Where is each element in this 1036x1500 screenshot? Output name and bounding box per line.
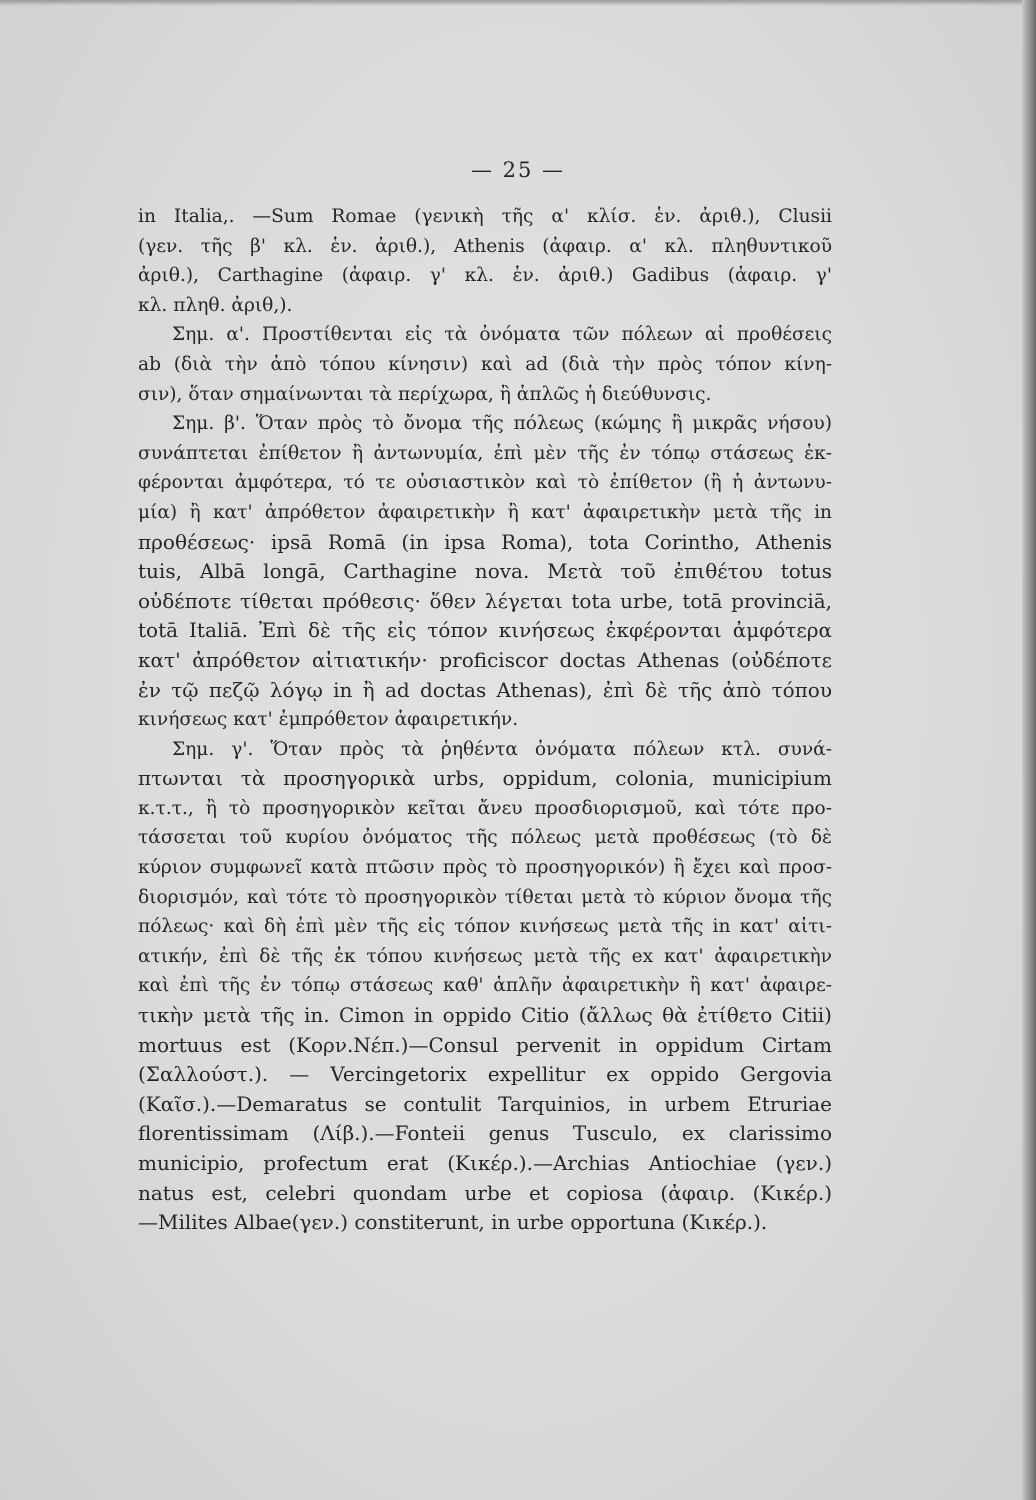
text-line: τικὴν μετὰ τῆς in. Cimon in oppido Citio (ἄλλως θὰ ἐτίθετο Citii) <box>138 1003 832 1028</box>
text-line: mortuus est (Κορν.Νέπ.)—Consul pervenit in oppidum Cirtam <box>138 1032 832 1057</box>
text-line: Σημ. α'. Προστίθενται εἰς τὰ ὀνόματα τῶν πόλεων αἱ προθέσεις <box>172 324 832 346</box>
text-line: totā Italiā. Ἐπὶ δὲ τῆς εἰς τόπον κινήσεως ἐκφέρονται ἀμφότερα <box>138 618 832 643</box>
body-text <box>138 202 832 1238</box>
text-line: in Italia,. —Sum Romae (γενικὴ τῆς α' κλίσ. ἑν. ἀριθ.), Clusii <box>138 206 832 227</box>
text-line: κατ' ἀπρόθετον αἰτιατικήν· proficiscor doctas Athenas (οὐδέποτε <box>138 647 832 672</box>
page-number: — 25 — <box>470 158 566 182</box>
text-line: ατικήν, ἐπὶ δὲ τῆς ἐκ τόπου κινήσεως μετὰ τῆς ex κατ' ἀφαιρετικὴν <box>138 945 832 967</box>
text-line: Σημ. γ'. Ὅταν πρὸς τὰ ῥηθέντα ὀνόματα πόλεων κτλ. συνά- <box>172 738 832 760</box>
text-line: πτωνται τὰ προσηγορικὰ urbs, oppidum, colonia, municipium <box>138 766 832 791</box>
text-line: tuis, Albā longā, Carthagine nova. Μετὰ τοῦ ἐπιθέτου totus <box>138 559 832 584</box>
text-line: πόλεως· καὶ δὴ ἐπὶ μὲν τῆς εἰς τόπον κινήσεως μετὰ τῆς in κατ' αἰτι- <box>138 916 832 938</box>
text-line: φέρονται ἀμφότερα, τό τε οὐσιαστικὸν καὶ τὸ ἐπίθετον (ἢ ἡ ἀντωνυ- <box>138 472 832 494</box>
text-line: μία) ἢ κατ' ἀπρόθετον ἀφαιρετικὴν ἢ κατ' ἀφαιρετικὴν μετὰ τῆς in <box>138 501 832 523</box>
text-line: διορισμόν, καὶ τότε τὸ προσηγορικὸν τίθεται μετὰ τὸ κύριον ὄνομα τῆς <box>138 886 832 908</box>
text-line: municipio, profectum erat (Κικέρ.).—Archias Antiochiae (γεν.) <box>138 1151 832 1175</box>
text-line: —Milites Albae(γεν.) constiterunt, in urbe opportuna (Κικέρ.). <box>138 1210 768 1235</box>
text-line: ἐν τῷ πεζῷ λόγῳ in ἢ ad doctas Athenas), ἐπὶ δὲ τῆς ἀπὸ τόπου <box>138 677 832 702</box>
text-line: (Καῖσ.).—Demaratus se contulit Tarquinios, in urbem Etruriae <box>138 1091 832 1116</box>
page-spine-shadow <box>1022 0 1036 1500</box>
text-line: Σημ. β'. Ὅταν πρὸς τὸ ὄνομα τῆς πόλεως (κώμης ἢ μικρᾶς νήσου) <box>172 413 832 435</box>
text-line: κινήσεως κατ' ἐμπρόθετον ἀφαιρετικήν. <box>138 709 519 731</box>
text-line: natus est, celebri quondam urbe et copiosa (ἀφαιρ. (Κικέρ.) <box>138 1180 832 1205</box>
text-line: κλ. πληθ. ἀριθ,). <box>138 294 293 316</box>
page-top-edge <box>0 0 1036 6</box>
text-line: οὐδέποτε τίθεται πρόθεσις· ὅθεν λέγεται tota urbe, totā provinciā, <box>138 588 832 613</box>
text-line: καὶ ἐπὶ τῆς ἐν τόπῳ στάσεως καθ' ἁπλῆν ἀφαιρετικὴν ἢ κατ' ἀφαιρε- <box>138 975 832 997</box>
text-line: κ.τ.τ., ἢ τὸ προσηγορικὸν κεῖται ἄνευ προσδιορισμοῦ, καὶ τότε προ- <box>138 797 832 819</box>
text-line: (γεν. τῆς β' κλ. ἑν. ἀριθ.), Athenis (ἀφαιρ. α' κλ. πληθυντικοῦ <box>138 235 832 257</box>
text-line: συνάπτεται ἐπίθετον ἢ ἀντωνυμία, ἐπὶ μὲν τῆς ἐν τόπῳ στάσεως ἐκ- <box>138 442 832 464</box>
text-line: ἀριθ.), Carthagine (ἀφαιρ. γ' κλ. ἑν. ἀριθ.) Gadibus (ἀφαιρ. γ' <box>138 265 832 287</box>
text-line: προθέσεως· ipsā Romā (in ipsa Roma), tota Corintho, Athenis <box>138 529 832 554</box>
text-line: (Σαλλούστ.). — Vercingetorix expellitur ex oppido Gergovia <box>138 1062 832 1087</box>
text-line: τάσσεται τοῦ κυρίου ὀνόματος τῆς πόλεως μετὰ προθέσεως (τὸ δὲ <box>138 827 832 849</box>
text-line: κύριον συμφωνεῖ κατὰ πτῶσιν πρὸς τὸ προσηγορικόν) ἢ ἔχει καὶ προσ- <box>138 857 832 879</box>
text-line: ab (διὰ τὴν ἀπὸ τόπου κίνησιν) καὶ ad (διὰ τὴν πρὸς τόπον κίνη- <box>138 353 832 375</box>
text-line: σιν), ὅταν σημαίνωνται τὰ περίχωρα, ἢ ἁπλῶς ἡ διεύθυνσις. <box>138 383 712 405</box>
text-line: florentissimam (Λίβ.).—Fonteii genus Tusculo, ex clarissimo <box>138 1121 832 1146</box>
